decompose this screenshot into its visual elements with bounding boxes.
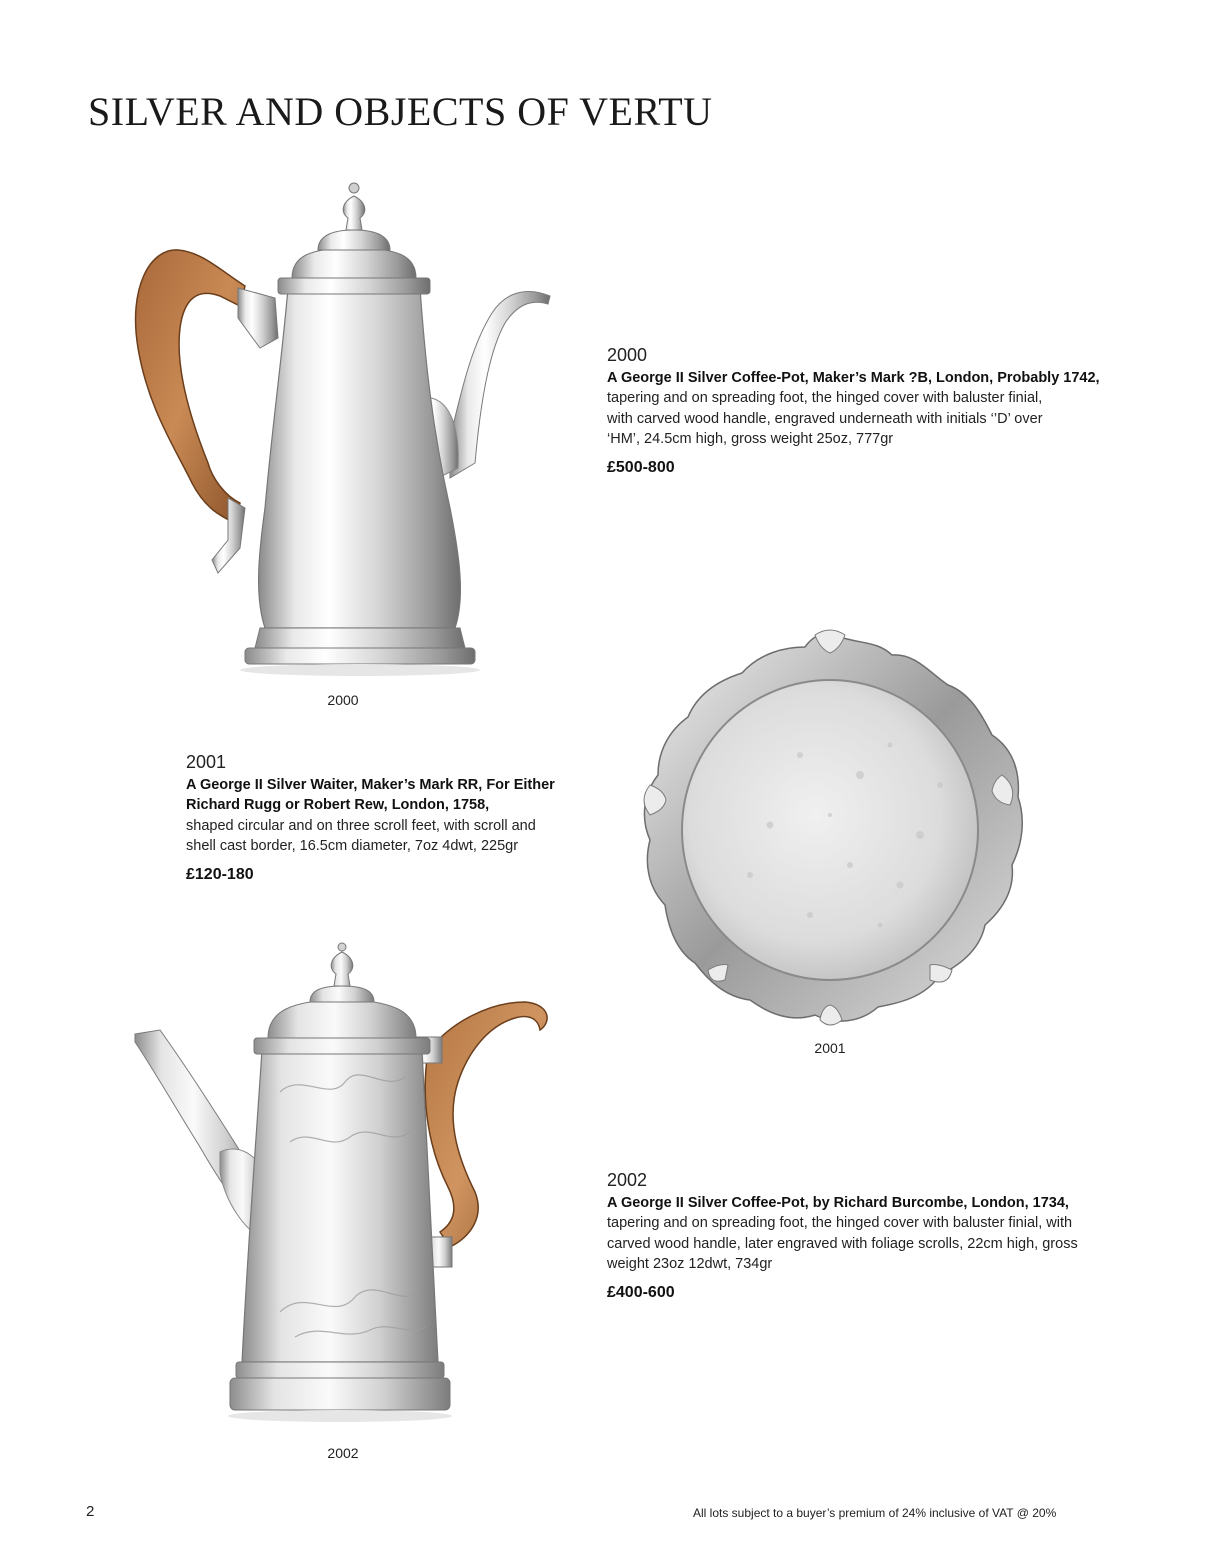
lot-2000-coffee-pot-image bbox=[120, 178, 560, 678]
lot-estimate: £500-800 bbox=[607, 458, 675, 476]
lot-description: tapering and on spreading foot, the hinged cover with baluster finial, with carved wood handle, engraved underneath with initials ‘’D’ over ‘HM’, 24.5cm high, gross weight 25oz, 777gr bbox=[607, 390, 1043, 447]
lot-2000 bbox=[607, 345, 1107, 478]
page-title: SILVER AND OBJECTS OF VERTU bbox=[88, 89, 713, 134]
lot-2001-photo-caption: 2001 bbox=[814, 1040, 846, 1056]
lot-number: 2002 bbox=[607, 1170, 648, 1190]
buyers-premium-note: All lots subject to a buyer’s premium of 24% inclusive of VAT @ 20% bbox=[693, 1506, 1057, 1520]
lot-2002 bbox=[607, 1170, 1107, 1303]
lot-description: shaped circular and on three scroll feet, with scroll and shell cast border, 16.5cm diameter, 7oz 4dwt, 225gr bbox=[186, 817, 536, 854]
lot-2002-coffee-pot-image bbox=[130, 942, 560, 1442]
lot-estimate: £400-600 bbox=[607, 1283, 675, 1301]
lot-title: A George II Silver Waiter, Maker’s Mark RR, For Either Richard Rugg or Robert Rew, London, 1758, bbox=[186, 776, 555, 813]
lot-estimate: £120-180 bbox=[186, 865, 254, 883]
lot-number: 2001 bbox=[186, 752, 227, 772]
lot-2001-silver-waiter-image bbox=[630, 625, 1030, 1030]
lot-title: A George II Silver Coffee-Pot, Maker’s Mark ?B, London, Probably 1742, bbox=[607, 369, 1100, 386]
lot-2001 bbox=[186, 752, 556, 885]
lot-description: tapering and on spreading foot, the hinged cover with baluster finial, with carved wood handle, later engraved with foliage scrolls, 22cm high, gross weight 23oz 12dwt, 734gr bbox=[607, 1215, 1078, 1272]
lot-title: A George II Silver Coffee-Pot, by Richard Burcombe, London, 1734, bbox=[607, 1194, 1069, 1211]
lot-number: 2000 bbox=[607, 345, 648, 365]
lot-2002-photo-caption: 2002 bbox=[327, 1445, 359, 1461]
page-number: 2 bbox=[86, 1503, 95, 1520]
lot-2000-photo-caption: 2000 bbox=[327, 692, 359, 708]
